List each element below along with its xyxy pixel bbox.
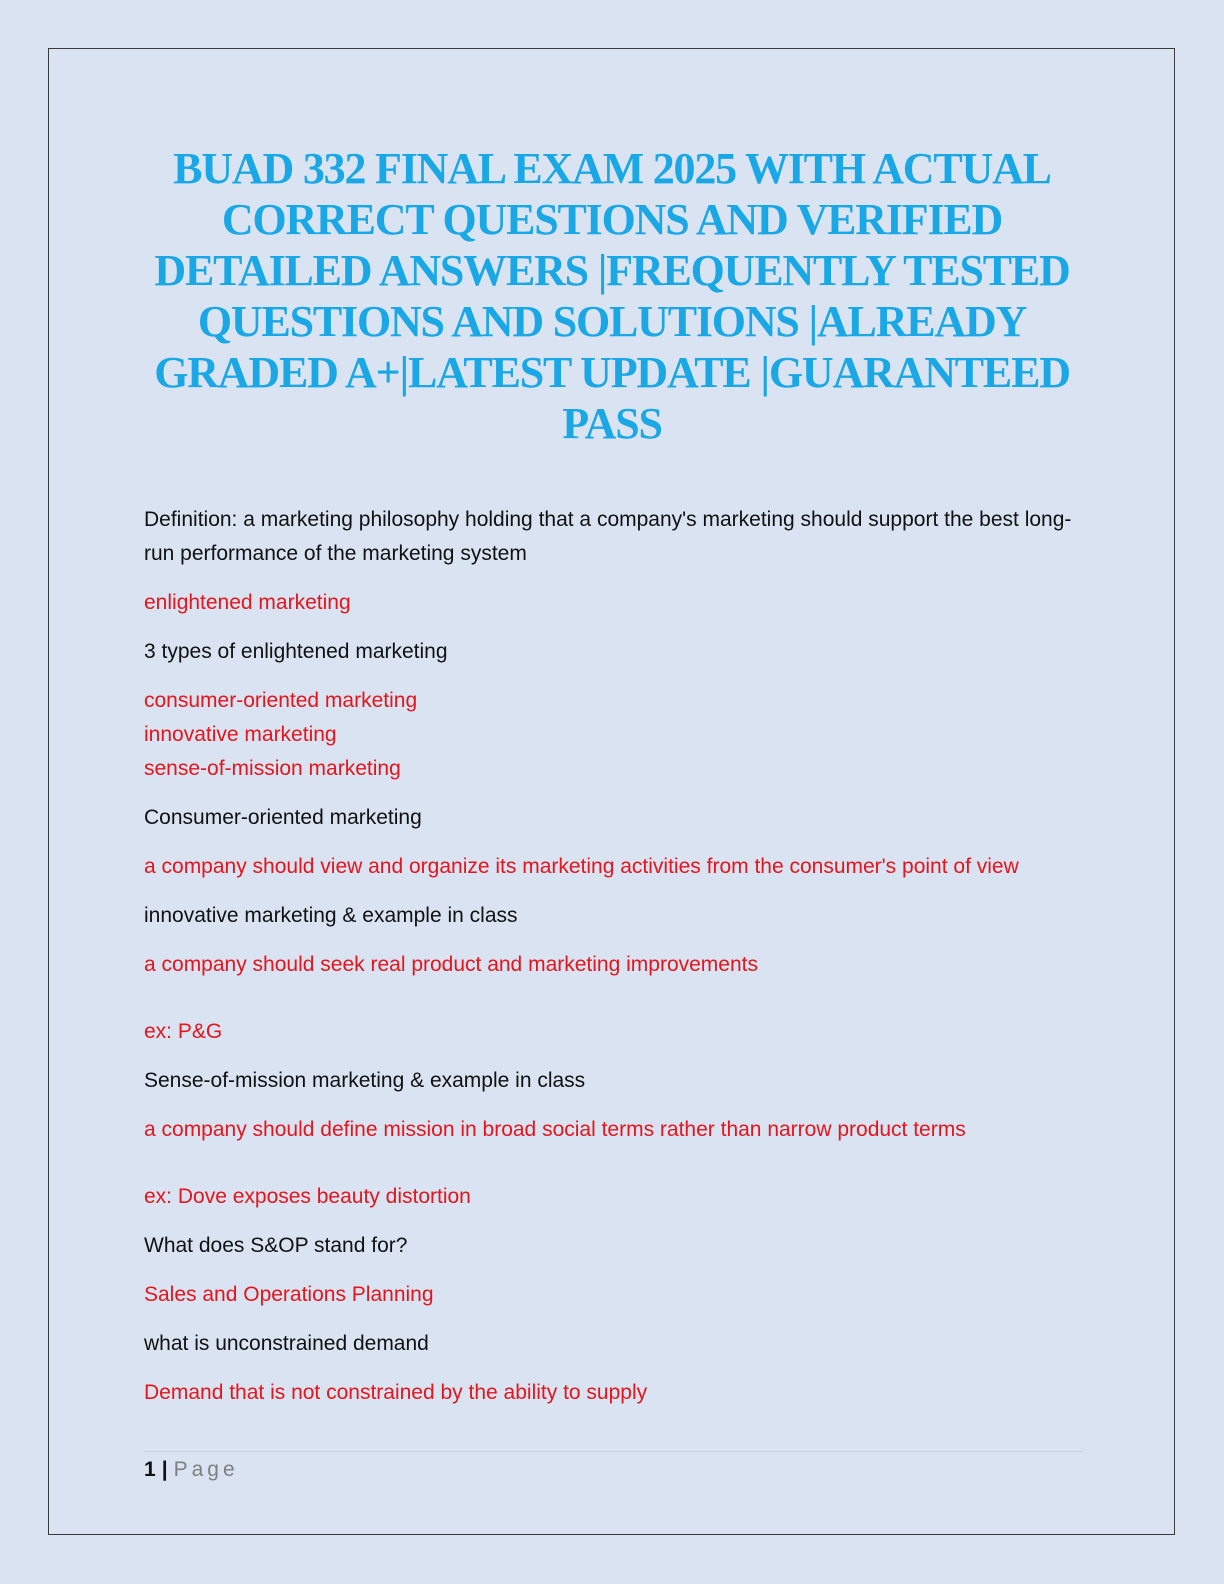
qa-content (144, 503, 1084, 1410)
example-4: ex: P&G (144, 1020, 223, 1043)
page-number: 1 (144, 1458, 156, 1481)
answer-2-list (144, 684, 1084, 786)
question-5: Sense-of-mission marketing & example in class (144, 1069, 586, 1092)
example-5: ex: Dove exposes beauty distortion (144, 1185, 471, 1208)
question-2: 3 types of enlightened marketing (144, 640, 448, 663)
answer-2-item: sense-of-mission marketing (144, 757, 401, 780)
question-1: Definition: a marketing philosophy holding that a company's marketing should support the best long-run performance of the marketing system (144, 508, 1072, 565)
answer-5: a company should define mission in broad social terms rather than narrow product terms (144, 1118, 966, 1141)
answer-6: Sales and Operations Planning (144, 1283, 434, 1306)
question-7: what is unconstrained demand (144, 1332, 429, 1355)
answer-3: a company should view and organize its marketing activities from the consumer's point of view (144, 855, 1019, 878)
answer-2-item: consumer-oriented marketing (144, 689, 418, 712)
page-label: Page (173, 1458, 239, 1481)
answer-2-item: innovative marketing (144, 723, 337, 746)
question-4: innovative marketing & example in class (144, 904, 518, 927)
document-title: BUAD 332 FINAL EXAM 2025 WITH ACTUAL CORRECT QUESTIONS AND VERIFIED DETAILED ANSWERS |FREQUENTLY TESTED QUESTIONS AND SOLUTIONS |ALREADY GRADED A+|LATEST UPDATE |GUARANTEED PASS (154, 144, 1070, 448)
answer-4: a company should seek real product and marketing improvements (144, 953, 758, 976)
question-3: Consumer-oriented marketing (144, 806, 422, 829)
footer-divider (144, 1451, 1083, 1452)
answer-1: enlightened marketing (144, 591, 351, 614)
page-footer (144, 1455, 239, 1485)
footer-separator: | (161, 1458, 168, 1481)
question-6: What does S&OP stand for? (144, 1234, 408, 1257)
answer-7: Demand that is not constrained by the ability to supply (144, 1381, 648, 1404)
